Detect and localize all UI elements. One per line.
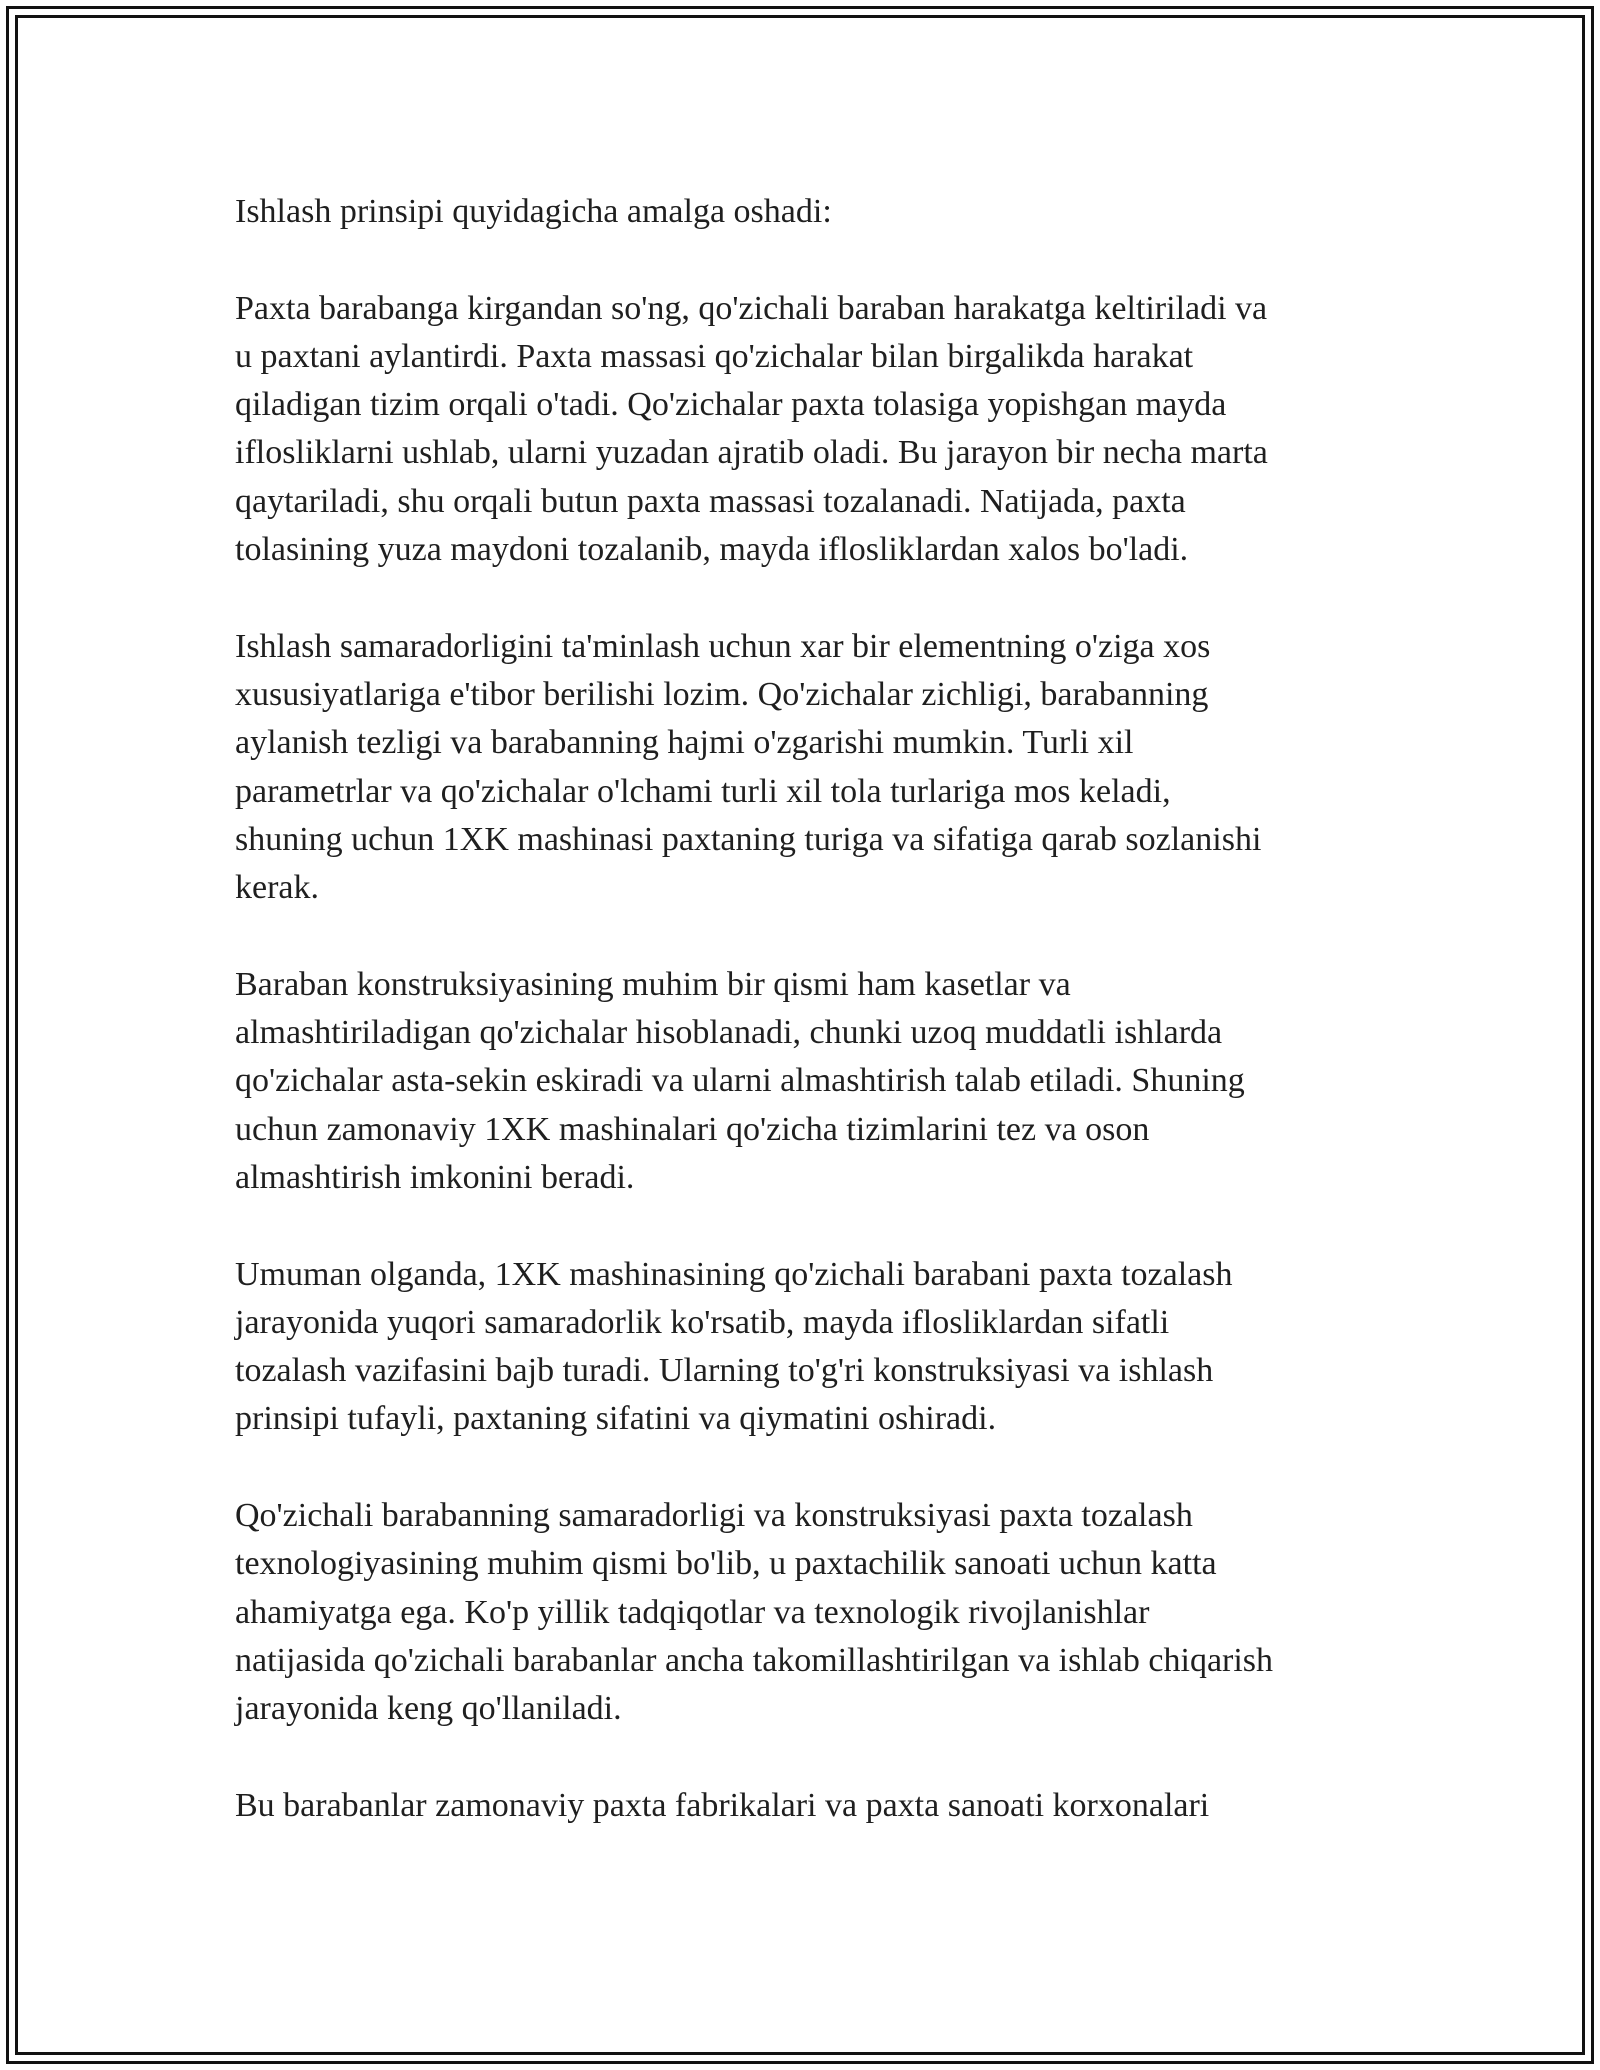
document-body: [235, 188, 1375, 1830]
paragraph-construction: Baraban konstruksiyasining muhim bir qismi ham kasetlar va almashtiriladigan qo'zichalar hisoblanadi, chunki uzoq muddatli ishlarda qo'zichalar asta-sekin eskiradi va ularni almashtirish talab etiladi. Shuning uchun zamonaviy 1XK mashinalari qo'zicha tizimlarini tez va oson almashtirish imkonini beradi.: [235, 965, 1245, 1196]
paragraph-continuation: Bu barabanlar zamonaviy paxta fabrikalari va paxta sanoati korxonalari: [235, 1786, 1210, 1824]
paragraph-summary: Umuman olganda, 1XK mashinasining qo'zichali barabani paxta tozalash jarayonida yuqori samaradorlik ko'rsatib, mayda iflosliklardan sifatli tozalash vazifasini bajb turadi. Ularning to'g'ri konstruksiyasi va ishlash prinsipi tufayli, paxtaning sifatini va qiymatini oshiradi.: [235, 1255, 1233, 1438]
paragraph-process: Paxta barabanga kirgandan so'ng, qo'zichali baraban harakatga keltiriladi va u paxtani aylantirdi. Paxta massasi qo'zichalar bilan birgalikda harakat qiladigan tizim orqali o'tadi. Qo'zichalar paxta tolasiga yopishgan mayda iflosliklarni ushlab, ularni yuzadan ajratib oladi. Bu jarayon bir necha marta qaytariladi, shu orqali butun paxta massasi tozalanadi. Natijada, paxta tolasining yuza maydoni tozalanib, mayda iflosliklardan xalos bo'ladi.: [235, 289, 1268, 569]
paragraph-efficiency: Ishlash samaradorligini ta'minlash uchun xar bir elementning o'ziga xos xususiyatlariga e'tibor berilishi lozim. Qo'zichalar zichligi, barabanning aylanish tezligi va barabanning hajmi o'zgarishi mumkin. Turli xil parametrlar va qo'zichalar o'lchami turli xil tola turlariga mos keladi, shuning uchun 1XK mashinasi paxtaning turiga va sifatiga qarab sozlanishi kerak.: [235, 627, 1262, 907]
paragraph-significance: Qo'zichali barabanning samaradorligi va konstruksiyasi paxta tozalash texnologiyasining muhim qismi bo'lib, u paxtachilik sanoati uchun katta ahamiyatga ega. Ko'p yillik tadqiqotlar va texnologik rivojlanishlar natijasida qo'zichali barabanlar ancha takomillashtirilgan va ishlab chiqarish jarayonida keng qo'llaniladi.: [235, 1497, 1274, 1728]
paragraph-intro: Ishlash prinsipi quyidagicha amalga oshadi:: [235, 193, 832, 230]
